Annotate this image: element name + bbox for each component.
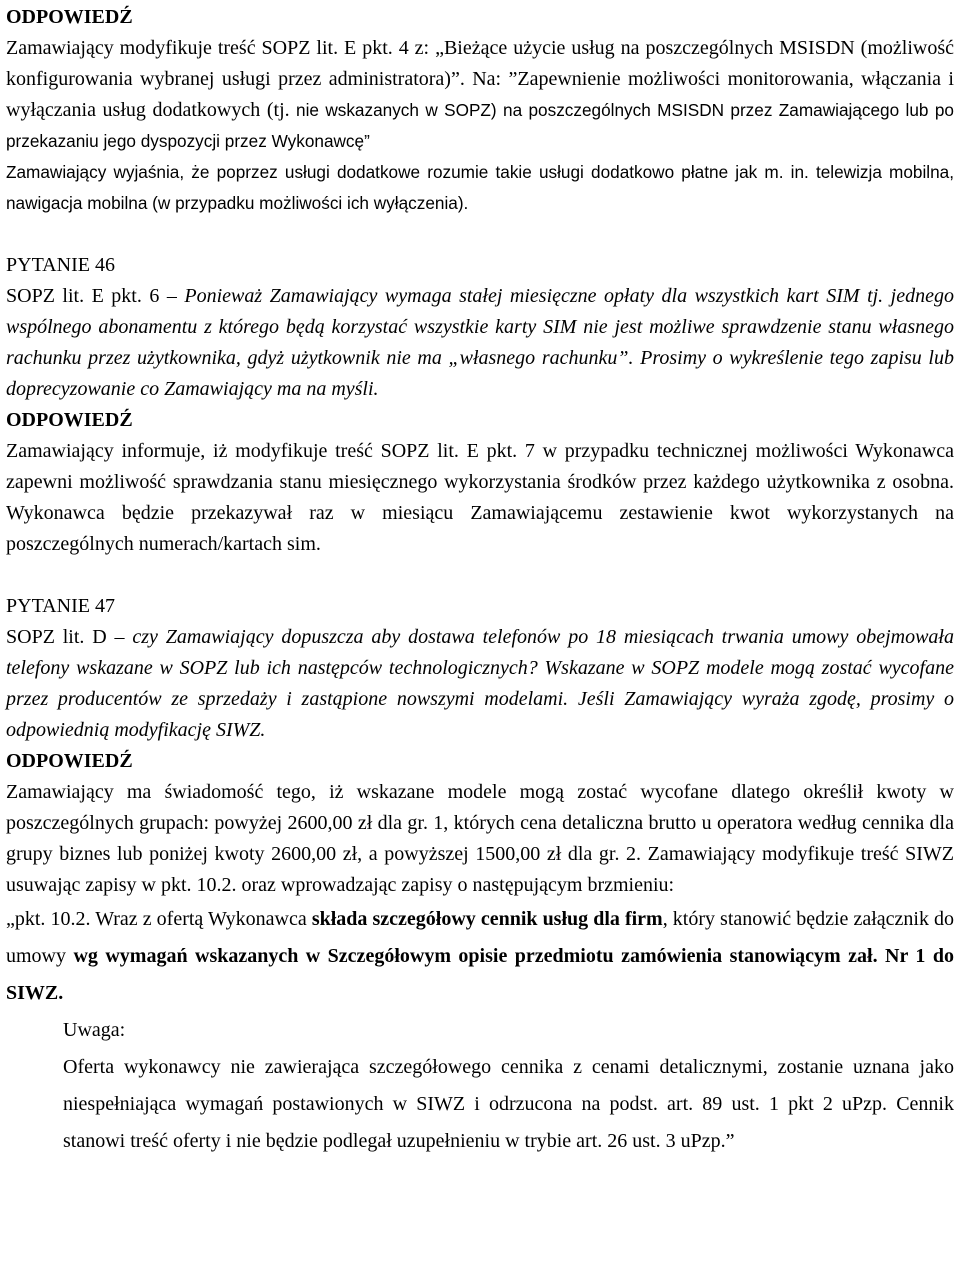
spacer: [6, 560, 954, 591]
question-text-47: [6, 622, 954, 746]
answer-heading-46: ODPOWIEDŹ: [6, 409, 133, 431]
question-body-47: czy Zamawiający dopuszcza aby dostawa telefonów po 18 miesiącach trwania umowy obejmowała telefony wskazane w SOPZ lub ich następców technologicznych? Wskazane w SOPZ modele mogą zostać wycofane przez producentów ze sprzedaży i zastąpione nowszymi modelami. Jeśli Zamawiający wyraża zgodę, prosimy o odpowiednią modyfikację SIWZ.: [6, 626, 954, 741]
answer-text-part-1: Zamawiający modyfikuje treść SOPZ lit. E pkt. 4 z: „Bieżące użycie usług na poszczególnych MSISDN (możliwość konfigurowania wybranej usługi przez administratora)”. Na: ”Zapewnienie możliwości monitorowania, włączania i wyłączania usług dodatkowych (tj.: [6, 37, 954, 121]
question-title-47: PYTANIE 47: [6, 595, 115, 617]
quoted-provision-bold-1: składa szczegółowy cennik usług dla firm: [311, 908, 663, 930]
answer-paragraph-explanation: Zamawiający wyjaśnia, że poprzez usługi dodatkowe rozumie takie usługi dodatkowo płatne jak m. in. telewizja mobilna, nawigacja mobilna (w przypadku możliwości ich wyłączenia).: [6, 162, 954, 213]
answer-text-46: Zamawiający informuje, iż modyfikuje treść SOPZ lit. E pkt. 7 w przypadku technicznej możliwości Wykonawca zapewni możliwość sprawdzania stanu miesięcznego wykorzystania środków przez każdego użytkownika z osobna. Wykonawca będzie przekazywał raz w miesiącu Zamawiającemu zestawienie kwot wykorzystanych na poszczególnych numerach/kartach sim.: [6, 440, 954, 555]
quoted-provision-part-2: , który stanowić będzie załącznik do umowy: [6, 908, 954, 967]
question-prefix-47: SOPZ lit. D –: [6, 626, 125, 648]
spacer: [6, 219, 954, 250]
answer-text-47: Zamawiający ma świadomość tego, iż wskazane modele mogą zostać wycofane dlatego określił kwoty w poszczególnych grupach: powyżej 2600,00 zł dla gr. 1, których cena detaliczna brutto u operatora według cennika dla grupy biznes lub poniżej kwoty 2600,00 zł, a powyższej 1500,00 zł dla gr. 2. Zamawiający modyfikuje treść SIWZ usuwając zapisy w pkt. 10.2. oraz wprowadzając zapisy o następującym brzmieniu:: [6, 781, 954, 896]
quoted-provision-bold-2: wg wymagań wskazanych w Szczegółowym opisie przedmiotu zamówienia stanowiącym zał. Nr 1 do SIWZ.: [6, 945, 955, 1004]
note-label: Uwaga:: [63, 1019, 126, 1041]
question-body-46: Ponieważ Zamawiający wymaga stałej miesięczne opłaty dla wszystkich kart SIM tj. jednego wspólnego abonamentu z którego będą korzystać wszystkie karty SIM nie jest możliwe sprawdzenie stanu własnego rachunku przez użytkownika, gdyż użytkownik nie ma „własnego rachunku”. Prosimy o wykreślenie tego zapisu lub doprecyzowanie co Zamawiający ma na myśli.: [6, 285, 954, 400]
question-prefix-46: SOPZ lit. E pkt. 6 –: [6, 285, 177, 307]
question-text-46: [6, 281, 954, 405]
answer-paragraph-modification: [6, 33, 954, 157]
quoted-provision: [6, 901, 954, 1012]
answer-heading-47: ODPOWIEDŹ: [6, 750, 133, 772]
answer-heading-45: ODPOWIEDŹ: [6, 6, 133, 28]
quoted-provision-part-1: „pkt. 10.2. Wraz z ofertą Wykonawca: [6, 908, 312, 930]
answer-text-part-2: nie wskazanych w SOPZ) na poszczególnych MSISDN przez Zamawiającego lub po przekazaniu jego dyspozycji przez Wykonawcę”: [6, 100, 954, 151]
note-text: Oferta wykonawcy nie zawierająca szczegółowego cennika z cenami detalicznymi, zostanie uznana jako niespełniająca wymagań postawionych w SIWZ i odrzucona na podst. art. 89 ust. 1 pkt 2 uPzp. Cennik stanowi treść oferty i nie będzie podlegał uzupełnieniu w trybie art. 26 ust. 3 uPzp.”: [63, 1056, 954, 1152]
question-title-46: PYTANIE 46: [6, 254, 115, 276]
